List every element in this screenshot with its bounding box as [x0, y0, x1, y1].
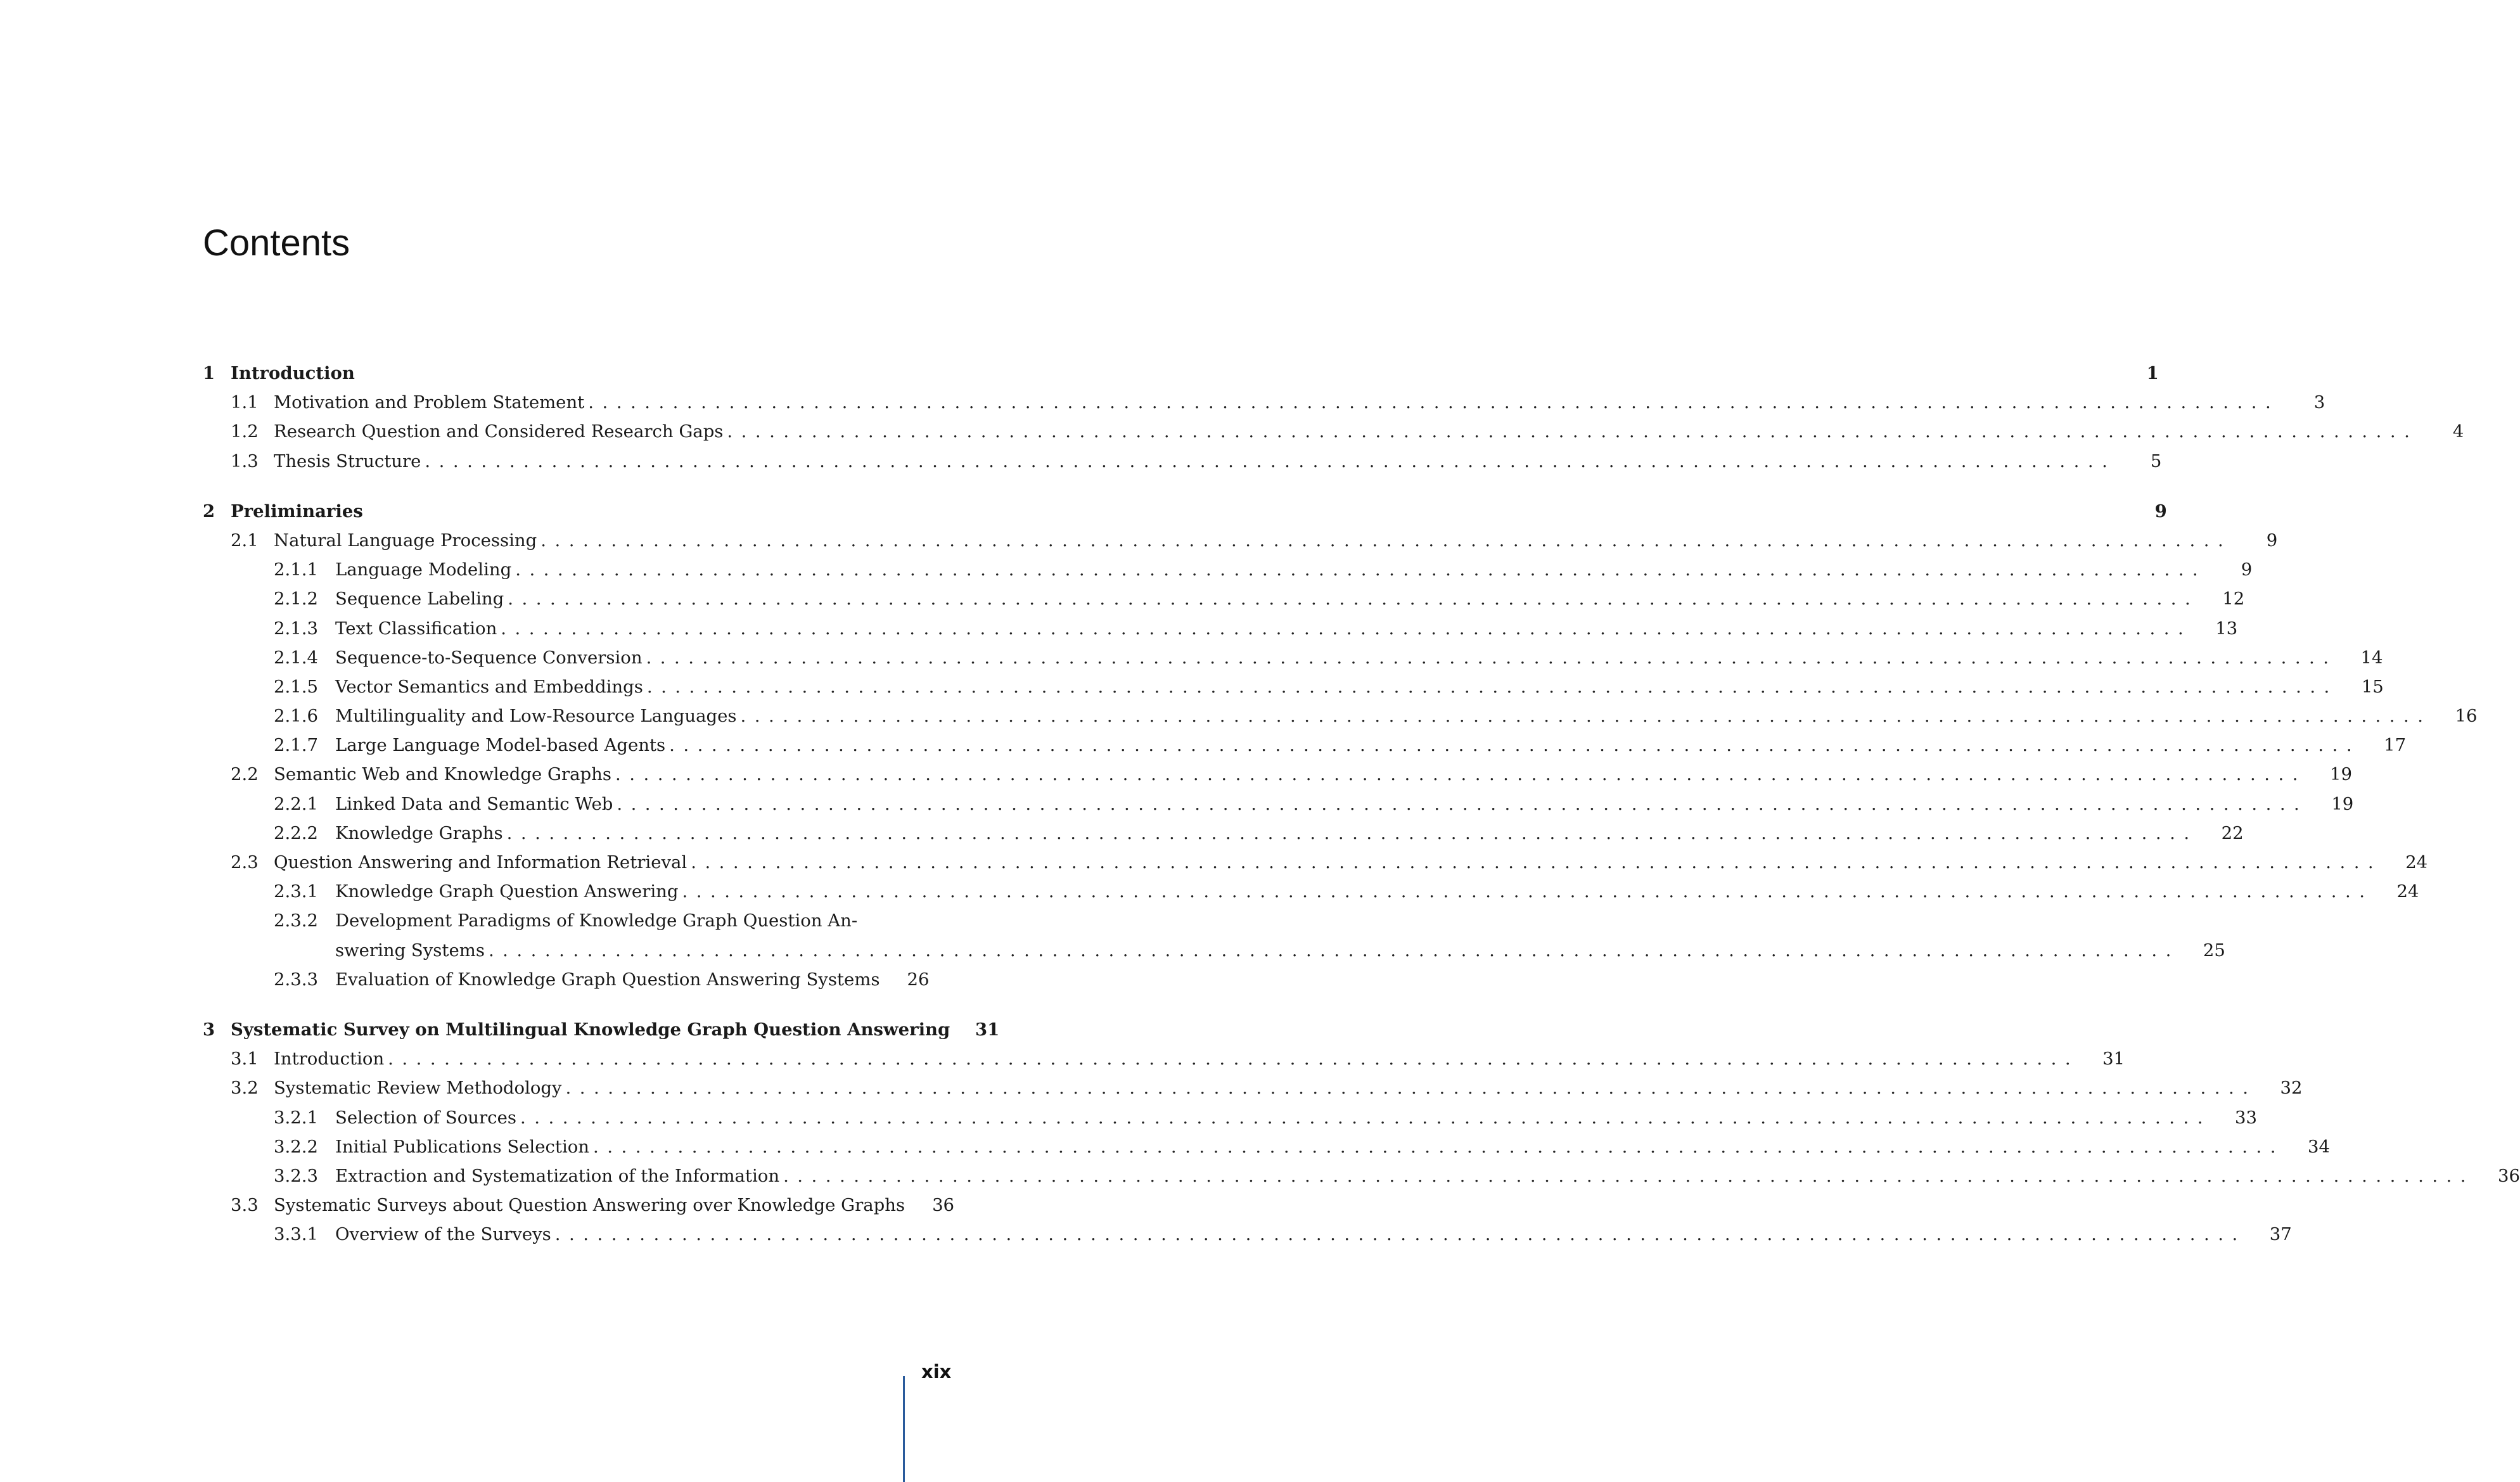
toc-subsection[interactable]: [203, 877, 2419, 906]
toc-chapter[interactable]: [203, 497, 2167, 526]
dot-leader: ........................................................................................................................: [508, 589, 2199, 610]
toc-title: Linked Data and Semantic Web: [335, 789, 617, 819]
toc-section[interactable]: [203, 388, 2325, 417]
toc-page-number: 24: [2396, 881, 2419, 902]
page-number: xix: [921, 1361, 952, 1383]
dot-leader: ........................................................................................................................: [501, 618, 2192, 639]
toc-page-number: 16: [2455, 706, 2478, 727]
toc-number: 2.1.7: [274, 735, 318, 756]
toc-title: Selection of Sources: [335, 1103, 520, 1132]
toc-subsection[interactable]: [203, 819, 2244, 848]
toc-title: Vector Semantics and Embeddings: [335, 672, 647, 701]
toc-number: 3.2.3: [274, 1165, 318, 1186]
toc-section[interactable]: [203, 526, 2278, 555]
toc-number: 2.1: [231, 530, 259, 551]
dot-leader: ........................................................................................................................: [646, 647, 2338, 668]
toc-page-number: 17: [2384, 735, 2407, 756]
toc-subsection[interactable]: [203, 1132, 2331, 1161]
toc-subsection[interactable]: [203, 643, 2383, 672]
toc-title: Sequence Labeling: [335, 584, 508, 613]
toc-subsection[interactable]: [203, 1220, 2292, 1249]
toc-section[interactable]: [203, 848, 2428, 877]
toc-number: 2: [203, 501, 215, 521]
toc-subsection[interactable]: [203, 731, 2407, 760]
toc-title: Systematic Survey on Multilingual Knowledge Graph Question Answering: [231, 1015, 954, 1044]
toc-page-number: 9: [2154, 501, 2167, 521]
toc-subsection[interactable]: [203, 965, 930, 994]
toc-page-number: 36: [932, 1195, 955, 1216]
dot-leader: ........................................................................................................................: [488, 940, 2180, 961]
toc-number: 2.3.2: [274, 910, 318, 931]
toc-section[interactable]: [203, 1073, 2303, 1102]
dot-leader: ........................................................................................................................: [520, 1107, 2211, 1128]
dot-leader: ........................................................................................................................: [588, 392, 2280, 413]
toc-section[interactable]: [203, 760, 2352, 789]
toc-subsection[interactable]: [203, 936, 2225, 965]
toc-number: 2.3.3: [274, 969, 318, 990]
toc-title: Text Classification: [335, 614, 501, 643]
dot-leader: ........................................................................................................................: [617, 793, 2308, 814]
dot-leader: ........................................................................................................................: [783, 1165, 2475, 1186]
toc-page-number: 4: [2452, 421, 2464, 442]
toc-title: Research Question and Considered Research Gaps: [274, 417, 727, 446]
toc-section[interactable]: [203, 417, 2464, 446]
toc-number: 2.1.5: [274, 676, 318, 697]
toc-page-number: 34: [2308, 1136, 2331, 1157]
dot-leader: ........................................................................................................................: [388, 1049, 2080, 1070]
toc-subsection[interactable]: [203, 614, 2238, 643]
toc-page-number: 22: [2221, 822, 2244, 843]
toc-title: Motivation and Problem Statement: [274, 388, 588, 417]
toc-page-number: 15: [2361, 676, 2384, 697]
toc-title: Sequence-to-Sequence Conversion: [335, 643, 646, 672]
toc-number: 2.2.1: [274, 793, 318, 814]
toc-number: 2.1.6: [274, 706, 318, 727]
toc-subsection[interactable]: [203, 701, 2478, 731]
toc-subsection[interactable]: [203, 584, 2245, 613]
toc-title: Natural Language Processing: [274, 526, 540, 555]
toc-number: 1: [203, 363, 215, 383]
toc-title: Development Paradigms of Knowledge Graph Question An-: [335, 906, 861, 935]
toc-page-number: 1: [2146, 363, 2159, 383]
toc-subsection[interactable]: [203, 789, 2354, 819]
dot-leader: ........................................................................................................................: [515, 559, 2207, 580]
dot-leader: ........................................................................................................................: [425, 450, 2116, 471]
toc-number: 2.1.2: [274, 589, 318, 610]
toc-page-number: 25: [2203, 940, 2225, 961]
toc-number: 1.2: [231, 421, 259, 442]
toc-number: 2.1.4: [274, 647, 318, 668]
dot-leader: ........................................................................................................................: [615, 764, 2306, 785]
toc-number: 3.3: [231, 1195, 259, 1216]
toc-number: 2.2.2: [274, 822, 318, 843]
toc-title: Question Answering and Information Retrieval: [274, 848, 691, 877]
toc-page-number: 37: [2269, 1224, 2292, 1245]
toc-title: Introduction: [274, 1044, 388, 1073]
toc-number: 1.1: [231, 392, 259, 413]
toc-page-number: 12: [2222, 589, 2245, 610]
toc-title: Knowledge Graphs: [335, 819, 507, 848]
toc-section[interactable]: [203, 1191, 955, 1220]
toc-page-number: 19: [2329, 764, 2352, 785]
toc-section[interactable]: [203, 1044, 2125, 1073]
toc-subsection[interactable]: [203, 1161, 2520, 1191]
toc-page-number: 14: [2360, 647, 2383, 668]
toc-title: Initial Publications Selection: [335, 1132, 593, 1161]
toc-title: Evaluation of Knowledge Graph Question Answering Systems: [335, 965, 883, 994]
toc-title: Introduction: [231, 359, 359, 388]
toc-page-number: 36: [2498, 1165, 2520, 1186]
toc-page-number: 31: [975, 1019, 1000, 1040]
toc-number: 2.2: [231, 764, 259, 785]
toc-page-number: 3: [2313, 392, 2325, 413]
table-of-contents: [203, 359, 2520, 1249]
toc-number: 2.1.1: [274, 559, 318, 580]
dot-leader: ........................................................................................................................: [740, 706, 2432, 727]
toc-number: 3.2.1: [274, 1107, 318, 1128]
toc-subsection[interactable]: [203, 1103, 2257, 1132]
dot-leader: ........................................................................................................................: [669, 735, 2361, 756]
toc-title: swering Systems: [335, 936, 489, 965]
toc-number: 2.1.3: [274, 618, 318, 639]
toc-page-number: 31: [2102, 1049, 2125, 1070]
page-title: Contents: [203, 222, 350, 264]
toc-number: 3.1: [231, 1049, 259, 1070]
toc-chapter[interactable]: [203, 359, 2159, 388]
toc-number: 1.3: [231, 450, 259, 471]
dot-leader: ........................................................................................................................: [593, 1136, 2285, 1157]
toc-section[interactable]: [203, 447, 2162, 476]
toc-title: Preliminaries: [231, 497, 367, 526]
toc-subsection[interactable]: [203, 555, 2253, 584]
toc-page-number: 19: [2331, 793, 2354, 814]
toc-page-number: 33: [2234, 1107, 2257, 1128]
toc-title: Systematic Surveys about Question Answering over Knowledge Graphs: [274, 1191, 909, 1220]
dot-leader: ........................................................................................................................: [646, 676, 2338, 697]
toc-page-number: 26: [907, 969, 930, 990]
toc-title: Extraction and Systematization of the Information: [335, 1161, 783, 1191]
toc-page-number: 9: [2241, 559, 2253, 580]
toc-page-number: 13: [2215, 618, 2238, 639]
toc-title: Overview of the Surveys: [335, 1220, 555, 1249]
dot-leader: ........................................................................................................................: [554, 1224, 2246, 1245]
toc-page-number: 32: [2280, 1078, 2303, 1099]
toc-number: 3.2: [231, 1078, 259, 1099]
footer-rule: [903, 1376, 905, 1482]
toc-title: Systematic Review Methodology: [274, 1073, 566, 1102]
toc-number: 2.3: [231, 852, 259, 872]
toc-title: Multilinguality and Low-Resource Languages: [335, 701, 741, 731]
toc-title: Large Language Model-based Agents: [335, 731, 669, 760]
toc-title: Semantic Web and Knowledge Graphs: [274, 760, 615, 789]
dot-leader: ........................................................................................................................: [565, 1078, 2257, 1099]
toc-number: 2.3.1: [274, 881, 318, 902]
dot-leader: ........................................................................................................................: [540, 530, 2232, 551]
toc-page-number: 5: [2150, 450, 2162, 471]
toc-chapter[interactable]: [203, 1015, 1000, 1044]
dot-leader: ........................................................................................................................: [682, 881, 2374, 902]
toc-page-number: 9: [2266, 530, 2278, 551]
dot-leader: ........................................................................................................................: [727, 421, 2419, 442]
toc-page-number: 24: [2405, 852, 2428, 872]
toc-number: 3.2.2: [274, 1136, 318, 1157]
toc-title: Thesis Structure: [274, 447, 425, 476]
toc-subsection[interactable]: [203, 906, 896, 935]
toc-title: Knowledge Graph Question Answering: [335, 877, 682, 906]
toc-subsection[interactable]: [203, 672, 2384, 701]
toc-number: 3: [203, 1019, 215, 1040]
toc-number: 3.3.1: [274, 1224, 318, 1245]
toc-title: Language Modeling: [335, 555, 515, 584]
dot-leader: ........................................................................................................................: [691, 852, 2382, 872]
dot-leader: ........................................................................................................................: [506, 822, 2198, 843]
